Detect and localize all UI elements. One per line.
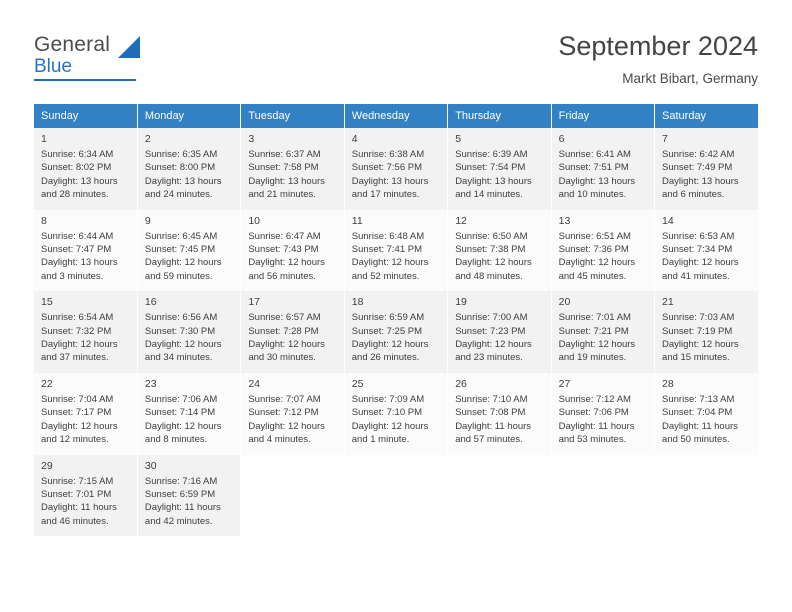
daylight-text-line2: and 26 minutes. — [351, 352, 420, 364]
day-number: 30 — [144, 459, 157, 472]
empty-day-cell — [448, 455, 551, 537]
day-number: 9 — [144, 214, 151, 227]
sunset-text: Sunset: 7:34 PM — [662, 244, 733, 256]
daylight-text-line1: Daylight: 12 hours — [248, 339, 325, 351]
sunrise-text: Sunrise: 7:15 AM — [41, 475, 114, 487]
sunrise-text: Sunrise: 7:12 AM — [558, 393, 631, 405]
daylight-text-line2: and 17 minutes. — [351, 189, 420, 201]
day-number: 14 — [662, 214, 674, 227]
weekday-header-saturday: Saturday — [655, 104, 758, 128]
day-number: 1 — [41, 133, 47, 145]
day-cell[interactable] — [344, 210, 447, 292]
sunrise-text: Sunrise: 6:35 AM — [144, 149, 218, 160]
day-cell[interactable] — [344, 291, 447, 373]
daylight-text-line2: and 45 minutes. — [558, 270, 627, 282]
sunrise-text: Sunrise: 6:47 AM — [248, 230, 321, 242]
sunrise-text: Sunrise: 7:10 AM — [455, 393, 528, 405]
daylight-text-line1: Daylight: 13 hours — [144, 175, 222, 187]
sunset-text: Sunset: 7:36 PM — [558, 244, 629, 256]
day-number: 6 — [558, 133, 565, 145]
day-number: 16 — [144, 296, 157, 309]
sunset-text: Sunset: 7:30 PM — [144, 325, 216, 337]
daylight-text-line1: Daylight: 12 hours — [558, 339, 636, 351]
title-block — [558, 28, 758, 87]
day-number: 8 — [41, 214, 47, 227]
daylight-text-line1: Daylight: 12 hours — [41, 339, 118, 351]
sunset-text: Sunset: 7:21 PM — [558, 325, 629, 337]
sunset-text: Sunset: 7:19 PM — [662, 325, 733, 337]
page-header — [34, 28, 758, 90]
daylight-text-line2: and 8 minutes. — [144, 434, 208, 446]
sunset-text: Sunset: 7:49 PM — [662, 162, 733, 174]
sunset-text: Sunset: 7:12 PM — [248, 407, 319, 419]
day-cell[interactable] — [137, 373, 240, 455]
day-cell[interactable] — [655, 128, 758, 210]
sunrise-text: Sunrise: 7:09 AM — [351, 393, 425, 405]
logo-secondary-text: Blue — [34, 56, 73, 77]
daylight-text-line2: and 59 minutes. — [144, 270, 213, 282]
day-cell[interactable] — [551, 373, 654, 455]
daylight-text-line2: and 21 minutes. — [248, 189, 316, 201]
daylight-text-line2: and 57 minutes. — [455, 434, 523, 446]
day-number: 17 — [248, 296, 261, 309]
daylight-text-line1: Daylight: 12 hours — [351, 339, 429, 351]
day-number: 7 — [662, 133, 668, 145]
sunset-text: Sunset: 6:59 PM — [144, 488, 216, 500]
sunset-text: Sunset: 7:32 PM — [41, 325, 112, 337]
sunrise-text: Sunrise: 6:41 AM — [558, 149, 631, 160]
day-number: 27 — [558, 377, 571, 390]
sunrise-text: Sunrise: 7:13 AM — [662, 393, 735, 405]
sunrise-sunset-calendar — [34, 104, 758, 536]
day-cell[interactable] — [344, 373, 447, 455]
daylight-text-line2: and 6 minutes. — [662, 189, 725, 201]
daylight-text-line1: Daylight: 12 hours — [455, 339, 532, 351]
sunrise-text: Sunrise: 7:16 AM — [144, 475, 218, 487]
day-number: 11 — [351, 214, 363, 227]
sunset-text: Sunset: 7:08 PM — [455, 407, 526, 419]
day-number: 15 — [41, 296, 53, 309]
daylight-text-line1: Daylight: 12 hours — [144, 339, 222, 351]
sunrise-text: Sunrise: 6:54 AM — [41, 312, 114, 324]
day-number: 13 — [558, 214, 571, 227]
sunset-text: Sunset: 7:54 PM — [455, 162, 526, 174]
day-number: 5 — [455, 133, 462, 145]
day-cell[interactable] — [241, 373, 344, 455]
day-cell[interactable] — [344, 128, 447, 210]
daylight-text-line1: Daylight: 12 hours — [558, 257, 636, 269]
daylight-text-line1: Daylight: 11 hours — [455, 420, 532, 432]
table-row — [34, 373, 758, 455]
day-cell[interactable] — [34, 210, 137, 292]
day-number: 18 — [351, 296, 364, 309]
sunrise-text: Sunrise: 7:06 AM — [144, 393, 218, 405]
daylight-text-line1: Daylight: 13 hours — [558, 175, 636, 187]
day-cell[interactable] — [448, 210, 551, 292]
day-number: 24 — [248, 377, 261, 390]
daylight-text-line2: and 24 minutes. — [144, 189, 213, 201]
sunrise-text: Sunrise: 7:01 AM — [558, 312, 631, 324]
sunset-text: Sunset: 7:43 PM — [248, 244, 319, 256]
daylight-text-line2: and 3 minutes. — [41, 270, 104, 282]
daylight-text-line2: and 46 minutes. — [41, 515, 109, 527]
sunrise-text: Sunrise: 7:07 AM — [248, 393, 321, 405]
sunrise-text: Sunrise: 6:45 AM — [144, 230, 218, 242]
daylight-text-line2: and 56 minutes. — [248, 270, 316, 282]
day-number: 21 — [662, 296, 674, 309]
sunrise-text: Sunrise: 6:59 AM — [351, 312, 425, 324]
day-number: 12 — [455, 214, 467, 227]
sunset-text: Sunset: 7:04 PM — [662, 407, 733, 419]
sunset-text: Sunset: 7:41 PM — [351, 244, 422, 256]
page-title: September 2024 — [558, 31, 758, 61]
day-cell[interactable] — [34, 455, 137, 537]
flag-icon — [118, 36, 140, 58]
day-cell[interactable] — [551, 291, 654, 373]
daylight-text-line2: and 10 minutes. — [558, 189, 627, 201]
weekday-header-friday: Friday — [551, 104, 654, 128]
day-number: 3 — [248, 133, 255, 145]
sunrise-text: Sunrise: 7:03 AM — [662, 312, 735, 324]
daylight-text-line2: and 53 minutes. — [558, 434, 627, 446]
day-cell[interactable] — [655, 291, 758, 373]
table-row — [34, 128, 758, 210]
daylight-text-line1: Daylight: 12 hours — [144, 420, 222, 432]
sunrise-text: Sunrise: 7:04 AM — [41, 393, 114, 405]
day-cell[interactable] — [34, 291, 137, 373]
daylight-text-line1: Daylight: 12 hours — [248, 257, 325, 269]
sunset-text: Sunset: 7:10 PM — [351, 407, 422, 419]
sunset-text: Sunset: 7:06 PM — [558, 407, 629, 419]
weekday-header-monday: Monday — [137, 104, 240, 128]
sunrise-text: Sunrise: 6:42 AM — [662, 149, 735, 160]
day-cell[interactable] — [137, 291, 240, 373]
day-number: 19 — [455, 296, 467, 309]
sunrise-text: Sunrise: 6:48 AM — [351, 230, 425, 242]
generalblue-logo — [34, 28, 146, 82]
day-number: 10 — [248, 214, 261, 227]
daylight-text-line1: Daylight: 13 hours — [455, 175, 532, 187]
sunset-text: Sunset: 8:02 PM — [41, 162, 112, 174]
sunset-text: Sunset: 7:23 PM — [455, 325, 526, 337]
weekday-header-wednesday: Wednesday — [344, 104, 447, 128]
day-cell[interactable] — [448, 128, 551, 210]
logo-primary-text: General — [34, 33, 111, 56]
sunset-text: Sunset: 8:00 PM — [144, 162, 216, 174]
day-number: 26 — [455, 377, 467, 390]
day-cell[interactable] — [137, 128, 240, 210]
day-cell[interactable] — [448, 291, 551, 373]
daylight-text-line2: and 52 minutes. — [351, 270, 420, 282]
day-cell[interactable] — [34, 128, 137, 210]
empty-day-cell — [344, 455, 447, 537]
sunrise-text: Sunrise: 6:37 AM — [248, 149, 321, 160]
day-cell[interactable] — [241, 210, 344, 292]
daylight-text-line1: Daylight: 13 hours — [351, 175, 429, 187]
sunrise-text: Sunrise: 6:34 AM — [41, 149, 114, 160]
sunrise-text: Sunrise: 6:57 AM — [248, 312, 321, 324]
daylight-text-line2: and 50 minutes. — [662, 434, 730, 446]
daylight-text-line1: Daylight: 13 hours — [41, 175, 118, 187]
daylight-text-line2: and 19 minutes. — [558, 352, 627, 364]
empty-day-cell — [655, 455, 758, 537]
sunrise-text: Sunrise: 6:51 AM — [558, 230, 631, 242]
daylight-text-line1: Daylight: 13 hours — [41, 257, 118, 269]
daylight-text-line2: and 1 minute. — [351, 434, 410, 446]
weekday-header-thursday: Thursday — [448, 104, 551, 128]
empty-day-cell — [241, 455, 344, 537]
daylight-text-line2: and 4 minutes. — [248, 434, 311, 446]
sunset-text: Sunset: 7:17 PM — [41, 407, 112, 419]
day-number: 28 — [662, 377, 674, 390]
daylight-text-line2: and 14 minutes. — [455, 189, 523, 201]
daylight-text-line2: and 15 minutes. — [662, 352, 730, 364]
daylight-text-line2: and 28 minutes. — [41, 189, 109, 201]
sunrise-text: Sunrise: 6:38 AM — [351, 149, 425, 160]
day-number: 23 — [144, 377, 157, 390]
day-number: 29 — [41, 459, 53, 472]
sunset-text: Sunset: 7:47 PM — [41, 244, 112, 256]
sunset-text: Sunset: 7:28 PM — [248, 325, 319, 337]
daylight-text-line1: Daylight: 12 hours — [41, 420, 118, 432]
daylight-text-line1: Daylight: 12 hours — [455, 257, 532, 269]
daylight-text-line1: Daylight: 11 hours — [662, 420, 738, 432]
sunset-text: Sunset: 7:51 PM — [558, 162, 629, 174]
daylight-text-line2: and 23 minutes. — [455, 352, 523, 364]
daylight-text-line2: and 37 minutes. — [41, 352, 109, 364]
day-number: 20 — [558, 296, 571, 309]
daylight-text-line1: Daylight: 13 hours — [662, 175, 739, 187]
sunrise-text: Sunrise: 6:56 AM — [144, 312, 218, 324]
sunrise-text: Sunrise: 6:53 AM — [662, 230, 735, 242]
day-cell[interactable] — [241, 128, 344, 210]
table-row — [34, 210, 758, 292]
sunrise-text: Sunrise: 6:39 AM — [455, 149, 528, 160]
logo-underline — [34, 79, 136, 81]
daylight-text-line2: and 48 minutes. — [455, 270, 523, 282]
daylight-text-line1: Daylight: 11 hours — [144, 502, 221, 514]
daylight-text-line1: Daylight: 12 hours — [351, 420, 429, 432]
daylight-text-line1: Daylight: 11 hours — [558, 420, 635, 432]
daylight-text-line2: and 30 minutes. — [248, 352, 316, 364]
sunset-text: Sunset: 7:58 PM — [248, 162, 319, 174]
weekday-header-tuesday: Tuesday — [241, 104, 344, 128]
sunrise-text: Sunrise: 7:00 AM — [455, 312, 528, 324]
day-number: 25 — [351, 377, 364, 390]
daylight-text-line2: and 34 minutes. — [144, 352, 213, 364]
daylight-text-line1: Daylight: 12 hours — [662, 339, 739, 351]
daylight-text-line2: and 42 minutes. — [144, 515, 213, 527]
day-number: 22 — [41, 377, 53, 390]
daylight-text-line1: Daylight: 12 hours — [351, 257, 429, 269]
day-cell[interactable] — [137, 455, 240, 537]
day-cell[interactable] — [551, 210, 654, 292]
daylight-text-line1: Daylight: 12 hours — [248, 420, 325, 432]
daylight-text-line1: Daylight: 12 hours — [144, 257, 222, 269]
daylight-text-line2: and 41 minutes. — [662, 270, 730, 282]
sunrise-text: Sunrise: 6:50 AM — [455, 230, 528, 242]
day-cell[interactable] — [551, 128, 654, 210]
day-number: 2 — [144, 133, 151, 145]
sunset-text: Sunset: 7:45 PM — [144, 244, 216, 256]
empty-day-cell — [551, 455, 654, 537]
weekday-header-sunday: Sunday — [34, 104, 137, 128]
day-cell[interactable] — [241, 291, 344, 373]
day-number: 4 — [351, 133, 358, 145]
day-cell[interactable] — [655, 210, 758, 292]
day-cell[interactable] — [137, 210, 240, 292]
daylight-text-line1: Daylight: 11 hours — [41, 502, 117, 514]
sunset-text: Sunset: 7:25 PM — [351, 325, 422, 337]
day-cell[interactable] — [655, 373, 758, 455]
location-subtitle: Markt Bibart, Germany — [622, 71, 758, 86]
sunset-text: Sunset: 7:56 PM — [351, 162, 422, 174]
weekday-header-row — [34, 104, 758, 128]
table-row — [34, 291, 758, 373]
sunset-text: Sunset: 7:38 PM — [455, 244, 526, 256]
daylight-text-line2: and 12 minutes. — [41, 434, 109, 446]
daylight-text-line1: Daylight: 13 hours — [248, 175, 325, 187]
daylight-text-line1: Daylight: 12 hours — [662, 257, 739, 269]
sunset-text: Sunset: 7:14 PM — [144, 407, 216, 419]
day-cell[interactable] — [448, 373, 551, 455]
sunrise-text: Sunrise: 6:44 AM — [41, 230, 114, 242]
table-row — [34, 455, 758, 537]
day-cell[interactable] — [34, 373, 137, 455]
sunset-text: Sunset: 7:01 PM — [41, 488, 112, 500]
